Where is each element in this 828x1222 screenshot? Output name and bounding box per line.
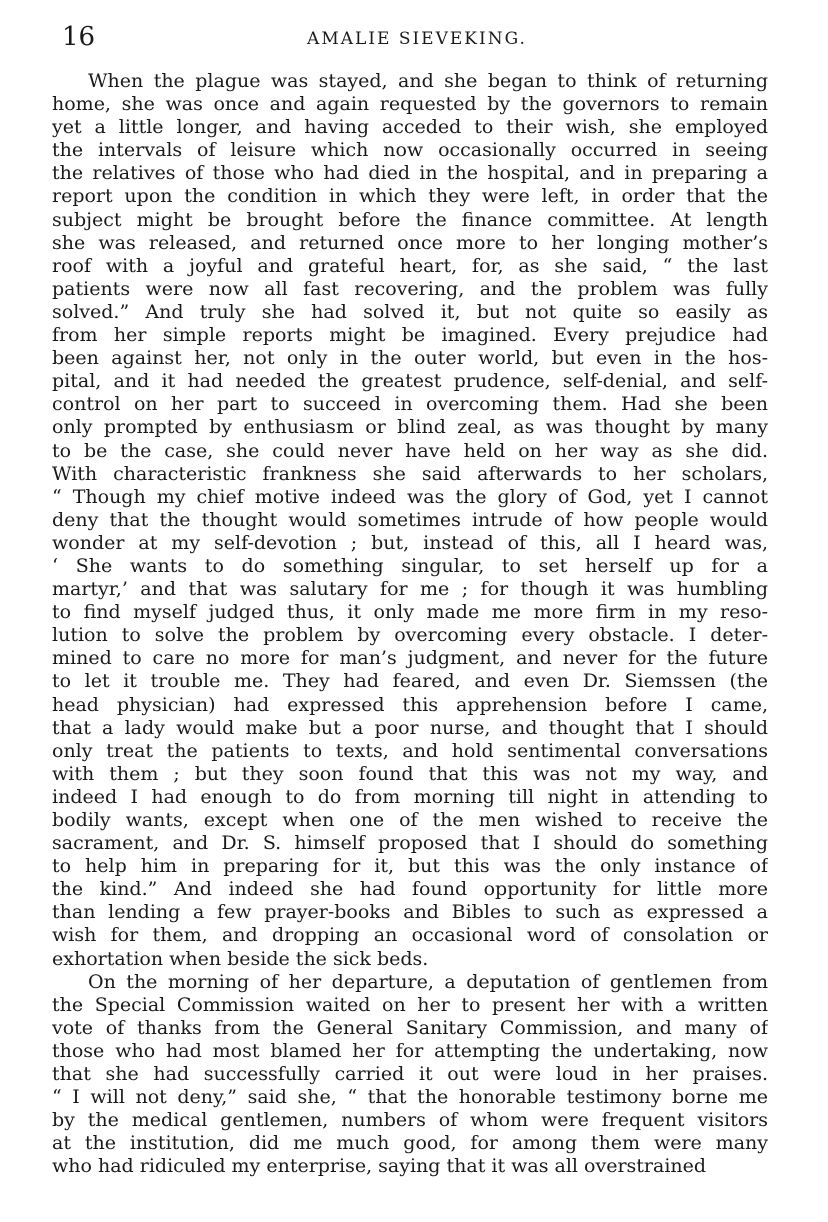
text-line: to help him in preparing for it, but this was the only instance of: [52, 855, 768, 878]
text-line: to let it trouble me. They had feared, and even Dr. Siemssen (the: [52, 670, 768, 693]
text-line: subject might be brought before the finance committee. At length: [52, 208, 768, 231]
text-line: deny that the thought would sometimes intrude of how people would: [52, 508, 768, 531]
text-line: control on her part to succeed in overcoming them. Had she been: [52, 393, 768, 416]
text-line: by the medical gentlemen, numbers of whom were frequent visitors: [52, 1109, 768, 1132]
text-line: pital, and it had needed the greatest prudence, self-denial, and self-: [52, 370, 768, 393]
text-line: she was released, and returned once more to her longing mother’s: [52, 231, 768, 254]
running-title: AMALIE SIEVEKING.: [307, 29, 527, 49]
text-line: at the institution, did me much good, for among them were many: [52, 1132, 768, 1155]
text-line: When the plague was stayed, and she began to think of returning: [88, 70, 768, 92]
text-line: patients were now all fast recovering, and the problem was fully: [52, 277, 768, 300]
body-text: [52, 70, 768, 1179]
paragraph: [52, 70, 768, 971]
text-line: head physician) had expressed this apprehension before I came,: [52, 693, 768, 716]
text-line: mined to care no more for man’s judgment, and never for the future: [52, 647, 768, 670]
text-line: “ I will not deny,” said she, “ that the honorable testimony borne me: [52, 1086, 768, 1109]
text-line: wonder at my self-devotion ; but, instead of this, all I heard was,: [52, 531, 768, 554]
text-line: to find myself judged thus, it only made me more firm in my reso-: [52, 601, 768, 624]
text-line: with them ; but they soon found that this was not my way, and: [52, 762, 768, 785]
text-line: that a lady would make but a poor nurse, and thought that I should: [52, 716, 768, 739]
text-line: ‘ She wants to do something singular, to set herself up for a: [52, 554, 768, 577]
running-head: [52, 20, 782, 54]
text-line: yet a little longer, and having acceded to their wish, she employed: [52, 116, 768, 139]
page-number: 16: [62, 22, 96, 52]
text-line: from her simple reports might be imagined. Every prejudice had: [52, 324, 768, 347]
text-line: indeed I had enough to do from morning till night in attending to: [52, 785, 768, 808]
text-line: who had ridiculed my enterprise, saying that it was all overstrained: [52, 1155, 707, 1178]
text-line: report upon the condition in which they were left, in order that the: [52, 185, 768, 208]
text-line: vote of thanks from the General Sanitary Commission, and many of: [52, 1016, 768, 1039]
text-line: wish for them, and dropping an occasional word of consolation or: [52, 924, 768, 947]
text-line: solved.” And truly she had solved it, but not quite so easily as: [52, 300, 768, 323]
text-line: home, she was once and again requested by the governors to remain: [52, 93, 768, 116]
text-line: the intervals of leisure which now occasionally occurred in seeing: [52, 139, 768, 162]
text-line: On the morning of her departure, a deputation of gentlemen from: [88, 970, 768, 993]
text-line: exhortation when beside the sick beds.: [52, 947, 429, 970]
text-line: only treat the patients to texts, and hold sentimental conversations: [52, 739, 768, 762]
text-line: the kind.” And indeed she had found opportunity for little more: [52, 878, 768, 901]
text-line: With characteristic frankness she said afterwards to her scholars,: [52, 462, 768, 485]
text-line: only prompted by enthusiasm or blind zeal, as was thought by many: [52, 416, 768, 439]
text-line: “ Though my chief motive indeed was the glory of God, yet I cannot: [52, 485, 768, 508]
text-line: roof with a joyful and grateful heart, for, as she said, “ the last: [52, 254, 768, 277]
text-line: those who had most blamed her for attempting the undertaking, now: [52, 1039, 768, 1062]
paragraph: [52, 971, 768, 1179]
text-line: than lending a few prayer-books and Bibles to such as expressed a: [52, 901, 768, 924]
text-line: the Special Commission waited on her to present her with a written: [52, 993, 768, 1016]
text-line: sacrament, and Dr. S. himself proposed that I should do something: [52, 832, 768, 855]
text-line: martyr,’ and that was salutary for me ; for though it was humbling: [52, 578, 768, 601]
text-line: the relatives of those who had died in the hospital, and in preparing a: [52, 162, 768, 185]
text-line: that she had successfully carried it out were loud in her praises.: [52, 1063, 768, 1086]
text-line: bodily wants, except when one of the men wished to receive the: [52, 809, 768, 831]
text-line: to be the case, she could never have held on her way as she did.: [52, 439, 768, 462]
text-line: been against her, not only in the outer world, but even in the hos-: [52, 347, 768, 370]
text-line: lution to solve the problem by overcoming every obstacle. I deter-: [52, 624, 768, 647]
